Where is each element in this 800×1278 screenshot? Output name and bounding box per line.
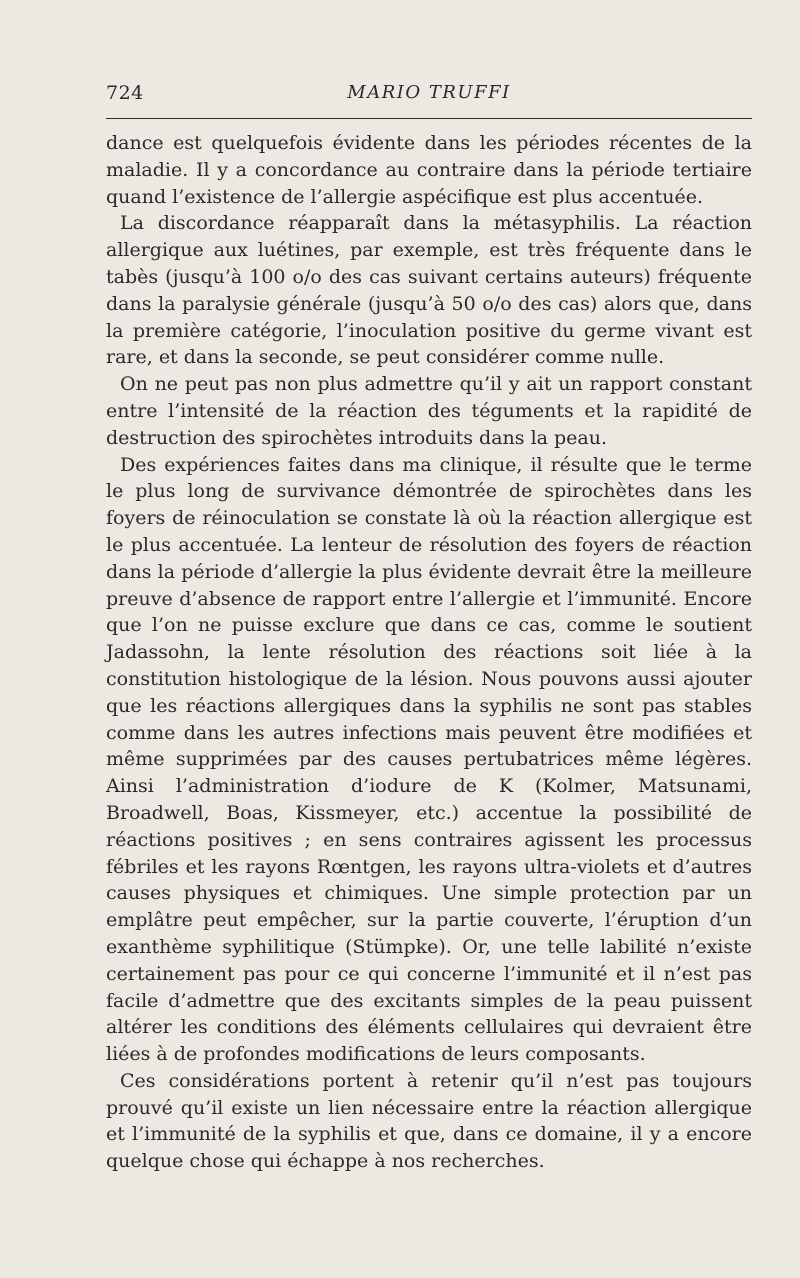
running-title: MARIO TRUFFI (347, 82, 511, 103)
header-rule (106, 118, 752, 119)
paragraph-rapport: On ne peut pas non plus admettre qu’il y ait un rapport constant entre l’intensité de la réaction des téguments et la rapidité de destruction des spirochètes introduits dans la peau. (106, 373, 752, 449)
paragraph-conclusion: Ces considérations portent à retenir qu’il n’est pas toujours prouvé qu’il existe un lien nécessaire entre la réaction allergique et l’immunité de la syphilis et que, dans ce domaine, il y a encore quelque chose qui échappe à nos recherches. (106, 1069, 752, 1173)
paragraph-experiences: Des expériences faites dans ma clinique, il résulte que le terme le plus long de survivance démontrée de spirochètes dans les foyers de réinoculation se constate là où la réaction allergique est le plus accentuée. La lenteur de résolution des foyers de réaction dans la période d’allergie la plus évidente devrait être la meilleure preuve d’absence de rapport entre l’allergie et l’immunité. Encore que l’on ne puisse exclure que dans ce cas, comme le soutient Jadassohn, la lente résolution des réactions soit liée à la constitution histologique de la lésion. Nous pouvons aussi ajouter que les réactions allergiques dans la syphilis ne sont pas stables comme dans les autres infections mais peuvent être modifiées et même supprimées par des causes pertubatrices même légères. Ainsi l’administration d’iodure de K (Kolmer, Matsunami, Broadwell, Boas, Kissmeyer, etc.) accentue la possibilité de réactions positives ; en sens contraires agissent les processus fébriles et les rayons Rœntgen, les rayons ultra-violets et d’autres causes physiques et chimiques. Une simple protection par un emplâtre peut empêcher, sur la partie couverte, l’éruption d’un exanthème syphilitique (Stümpke). Or, une telle labilité n’existe certainement pas pour ce qui concerne l’immunité et il n’est pas facile d’admettre que des excitants simples de la peau puissent altérer les conditions des éléments cellulaires qui devraient être liées à de profondes modifications de leurs composants. (106, 453, 752, 1066)
paragraph-metasyphilis: La discordance réapparaît dans la métasyphilis. La réaction allergique aux luétines, par exemple, est très fréquente dans le tabès (jusqu’à 100 o/o des cas suivant certains auteurs) fréquente dans la paralysie générale (jusqu’à 50 o/o des cas) alors que, dans la première catégorie, l’inoculation positive du germe vivant est rare, et dans la seconde, se peut considérer comme nulle. (106, 212, 752, 369)
body-text (106, 130, 752, 1175)
page-number: 724 (106, 82, 144, 104)
page-header (106, 82, 752, 106)
paragraph-continuation: dance est quelquefois évidente dans les périodes récentes de la maladie. Il y a concordance au contraire dans la période tertiaire quand l’existence de l’allergie aspécifique est plus accentuée. (106, 132, 752, 208)
